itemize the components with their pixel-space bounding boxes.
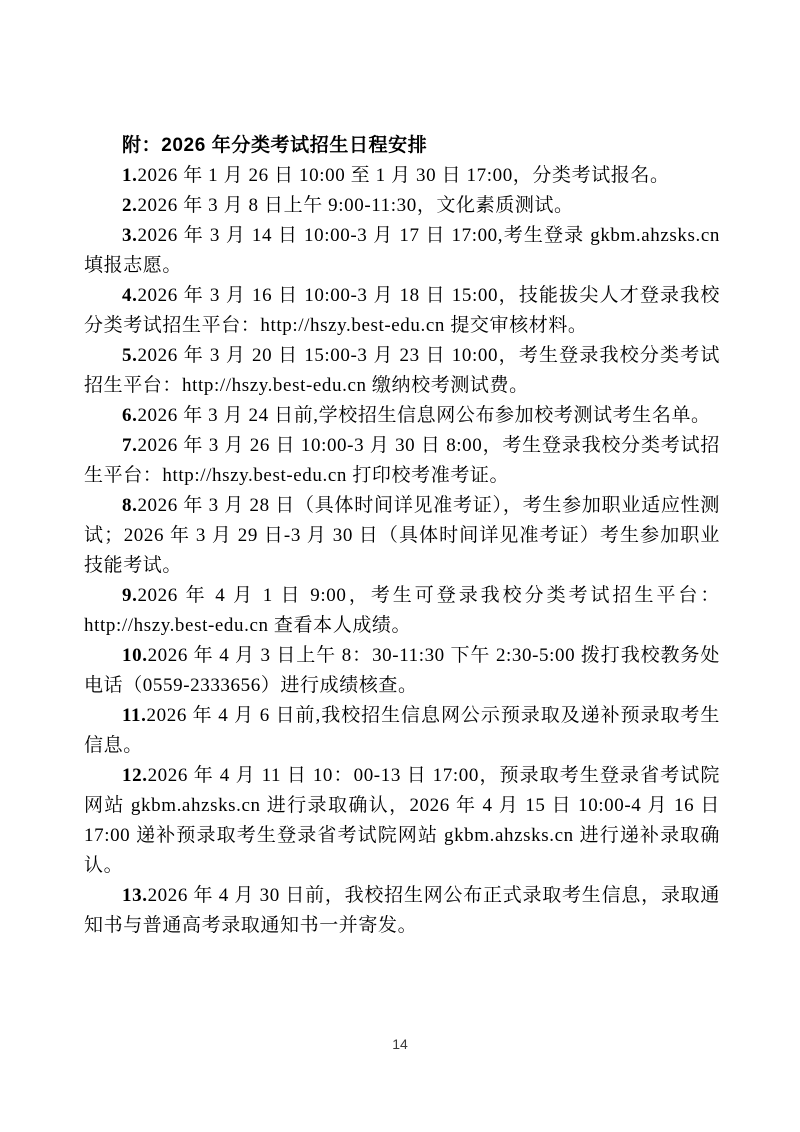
item-text: 2026 年 3 月 28 日（具体时间详见准考证），考生参加职业适应性测试；2026 年 3 月 29 日-3 月 30 日（具体时间详见准考证）考生参加职业技能考试。 — [84, 495, 720, 576]
item-number: 5. — [122, 345, 138, 366]
item-number: 12. — [122, 765, 148, 786]
item-number: 13. — [122, 885, 148, 906]
item-text: 2026 年 3 月 16 日 10:00-3 月 18 日 15:00，技能拔尖人才登录我校分类考试招生平台：http://hszy.best-edu.cn 提交审核材料。 — [84, 285, 720, 336]
item-number: 1. — [122, 165, 138, 186]
item-number: 8. — [122, 495, 138, 516]
schedule-item-5 — [84, 341, 720, 401]
item-number: 7. — [122, 435, 138, 456]
page-number: 14 — [392, 1036, 408, 1052]
item-text: 2026 年 4 月 3 日上午 8：30-11:30 下午 2:30-5:00 拨打我校教务处电话（0559-2333656）进行成绩核查。 — [84, 645, 720, 696]
schedule-item-10 — [84, 641, 720, 701]
item-text: 2026 年 4 月 30 日前，我校招生网公布正式录取考生信息，录取通知书与普通高考录取通知书一并寄发。 — [84, 885, 720, 936]
item-number: 9. — [122, 585, 138, 606]
document-content — [84, 131, 720, 941]
schedule-item-11 — [84, 701, 720, 761]
item-text: 2026 年 3 月 20 日 15:00-3 月 23 日 10:00，考生登录我校分类考试招生平台：http://hszy.best-edu.cn 缴纳校考测试费。 — [84, 345, 720, 396]
schedule-item-3 — [84, 221, 720, 281]
item-text: 2026 年 4 月 11 日 10：00-13 日 17:00，预录取考生登录省考试院网站 gkbm.ahzsks.cn 进行录取确认，2026 年 4 月 15 日 10:00-4 月 16 日 17:00 递补预录取考生登录省考试院网站 gkbm.ahzsks.cn 进行递补录取确认。 — [84, 765, 720, 876]
item-text: 2026 年 3 月 24 日前,学校招生信息网公布参加校考测试考生名单。 — [137, 405, 711, 426]
schedule-item-4 — [84, 281, 720, 341]
schedule-item-7 — [84, 431, 720, 491]
schedule-item-13 — [84, 881, 720, 941]
schedule-item-12 — [84, 761, 720, 881]
item-number: 10. — [122, 645, 148, 666]
schedule-item-8 — [84, 491, 720, 581]
schedule-item-2 — [84, 191, 720, 221]
item-text: 2026 年 4 月 6 日前,我校招生信息网公示预录取及递补预录取考生信息。 — [84, 705, 720, 756]
schedule-item-1 — [84, 161, 720, 191]
schedule-item-9 — [84, 581, 720, 641]
item-text: 2026 年 3 月 14 日 10:00-3 月 17 日 17:00,考生登录 gkbm.ahzsks.cn 填报志愿。 — [84, 225, 720, 276]
page-title: 附：2026 年分类考试招生日程安排 — [122, 135, 428, 156]
item-number: 2. — [122, 195, 138, 216]
item-text: 2026 年 3 月 8 日上午 9:00-11:30，文化素质测试。 — [137, 195, 574, 216]
item-text: 2026 年 1 月 26 日 10:00 至 1 月 30 日 17:00，分类考试报名。 — [137, 165, 670, 186]
item-number: 11. — [122, 705, 147, 726]
item-number: 3. — [122, 225, 138, 246]
schedule-item-6 — [84, 401, 720, 431]
item-number: 4. — [122, 285, 138, 306]
item-text: 2026 年 3 月 26 日 10:00-3 月 30 日 8:00，考生登录我校分类考试招生平台：http://hszy.best-edu.cn 打印校考准考证。 — [84, 435, 720, 486]
item-text: 2026 年 4 月 1 日 9:00，考生可登录我校分类考试招生平台：http://hszy.best-edu.cn 查看本人成绩。 — [84, 585, 720, 636]
item-number: 6. — [122, 405, 138, 426]
